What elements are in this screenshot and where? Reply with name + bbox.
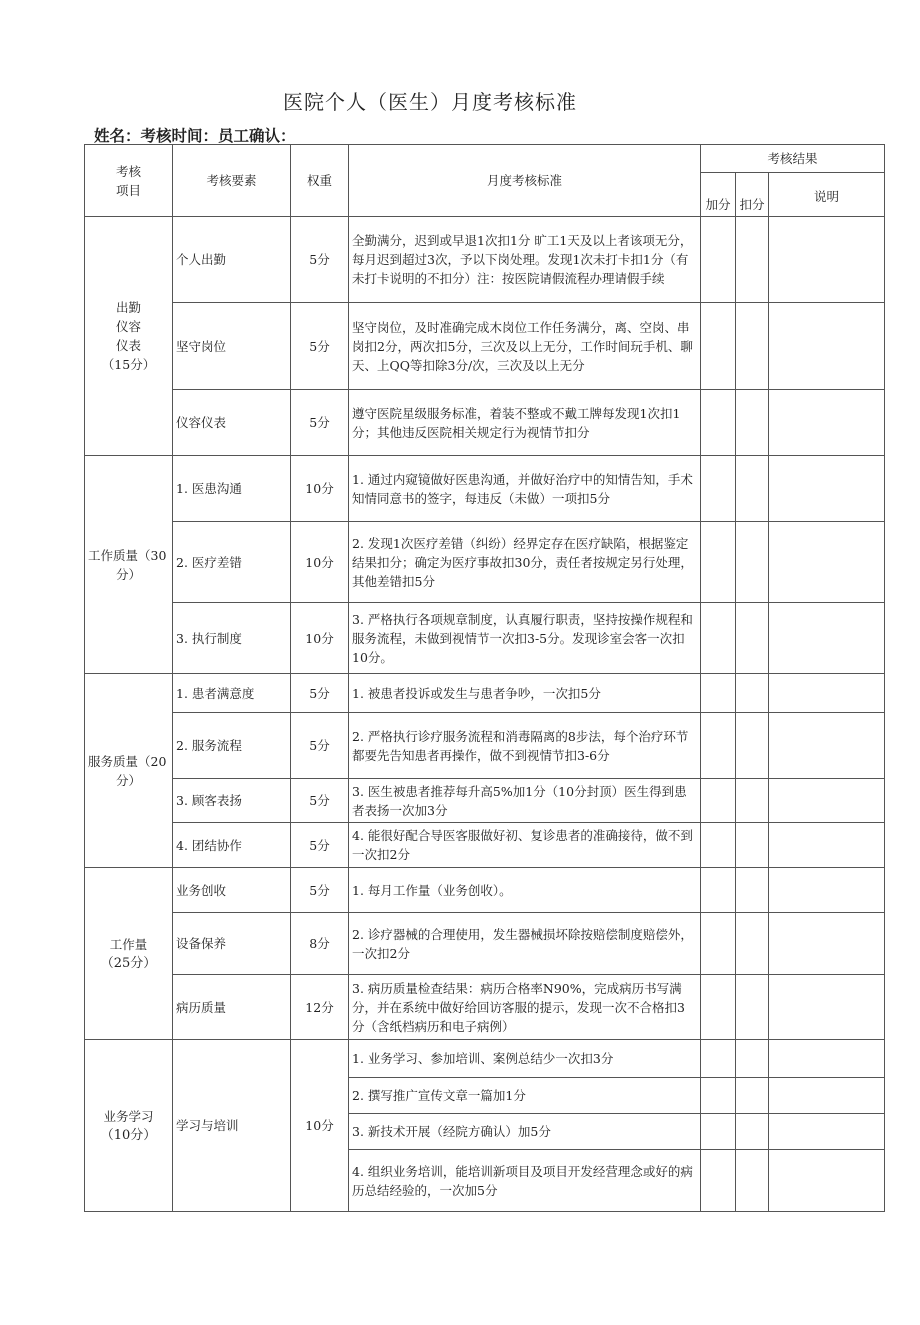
header-element: 考核要素 (173, 145, 291, 217)
plus-cell[interactable] (701, 1040, 736, 1078)
element-cell: 学习与培训 (173, 1040, 291, 1212)
table-row (85, 674, 885, 713)
minus-cell[interactable] (736, 217, 769, 303)
minus-cell[interactable] (736, 1078, 769, 1114)
element-cell: 坚守岗位 (173, 303, 291, 390)
table-row (85, 779, 885, 823)
table-row (85, 217, 885, 303)
weight-cell: 10分 (291, 456, 349, 522)
standard-cell: 3. 严格执行各项规章制度，认真履行职责，坚持按操作规程和服务流程，未做到视情节一次扣3-5分。发现诊室会客一次扣10分。 (349, 603, 701, 674)
minus-cell[interactable] (736, 456, 769, 522)
standard-cell: 遵守医院星级服务标准，着装不整或不戴工牌每发现1次扣1分；其他违反医院相关规定行为视情节扣分 (349, 390, 701, 456)
table-row (85, 303, 885, 390)
plus-cell[interactable] (701, 713, 736, 779)
note-cell[interactable] (769, 1078, 885, 1114)
minus-cell[interactable] (736, 303, 769, 390)
weight-cell: 10分 (291, 522, 349, 603)
weight-cell: 8分 (291, 913, 349, 975)
note-cell[interactable] (769, 975, 885, 1040)
plus-cell[interactable] (701, 1150, 736, 1212)
plus-cell[interactable] (701, 390, 736, 456)
note-cell[interactable] (769, 674, 885, 713)
standard-cell: 1. 每月工作量（业务创收）。 (349, 868, 701, 913)
minus-cell[interactable] (736, 1040, 769, 1078)
minus-cell[interactable] (736, 603, 769, 674)
table-row (85, 713, 885, 779)
standard-cell: 2. 诊疗器械的合理使用，发生器械损坏除按赔偿制度赔偿外，一次扣2分 (349, 913, 701, 975)
category-work-quality: 工作质量（30 分） (85, 456, 173, 674)
category-attendance: 出勤 仪容 仪表 （15分） (85, 217, 173, 456)
note-cell[interactable] (769, 1150, 885, 1212)
table-row (85, 603, 885, 674)
element-cell: 仪容仪表 (173, 390, 291, 456)
note-cell[interactable] (769, 603, 885, 674)
weight-cell: 5分 (291, 823, 349, 868)
plus-cell[interactable] (701, 456, 736, 522)
standard-cell: 2. 撰写推广宣传文章一篇加1分 (349, 1078, 701, 1114)
info-line: 姓名：考核时间：员工确认： (94, 127, 296, 145)
element-cell: 个人出勤 (173, 217, 291, 303)
minus-cell[interactable] (736, 913, 769, 975)
element-cell: 1. 医患沟通 (173, 456, 291, 522)
minus-cell[interactable] (736, 713, 769, 779)
note-cell[interactable] (769, 390, 885, 456)
note-cell[interactable] (769, 1114, 885, 1150)
weight-cell: 12分 (291, 975, 349, 1040)
minus-cell[interactable] (736, 1150, 769, 1212)
minus-cell[interactable] (736, 779, 769, 823)
plus-cell[interactable] (701, 674, 736, 713)
plus-cell[interactable] (701, 779, 736, 823)
plus-cell[interactable] (701, 823, 736, 868)
minus-cell[interactable] (736, 868, 769, 913)
header-weight: 权重 (291, 145, 349, 217)
element-cell: 1. 患者满意度 (173, 674, 291, 713)
table-row (85, 390, 885, 456)
header-row-1 (85, 145, 885, 173)
note-cell[interactable] (769, 217, 885, 303)
assessment-table (84, 144, 885, 1212)
header-item: 考核 项目 (85, 145, 173, 217)
minus-cell[interactable] (736, 1114, 769, 1150)
element-cell: 2. 服务流程 (173, 713, 291, 779)
header-minus: 扣分 (736, 173, 769, 217)
standard-cell: 全勤满分，迟到或早退1次扣1分 旷工1天及以上者该项无分，每月迟到超过3次，予以下岗处理。发现1次未打卡扣1分（有未打卡说明的不扣分）注：按医院请假流程办理请假手续 (349, 217, 701, 303)
standard-cell: 3. 新技术开展（经院方确认）加5分 (349, 1114, 701, 1150)
minus-cell[interactable] (736, 390, 769, 456)
standard-cell: 3. 病历质量检查结果：病历合格率N90%，完成病历书写满分，并在系统中做好给回访客服的提示，发现一次不合格扣3分（含纸档病历和电子病例） (349, 975, 701, 1040)
standard-cell: 1. 业务学习、参加培训、案例总结少一次扣3分 (349, 1040, 701, 1078)
element-cell: 3. 执行制度 (173, 603, 291, 674)
table-row (85, 868, 885, 913)
element-cell: 业务创收 (173, 868, 291, 913)
element-cell: 2. 医疗差错 (173, 522, 291, 603)
standard-cell: 2. 发现1次医疗差错（纠纷）经界定存在医疗缺陷，根据鉴定结果扣分；确定为医疗事故扣30分，责任者按规定另行处理，其他差错扣5分 (349, 522, 701, 603)
plus-cell[interactable] (701, 303, 736, 390)
header-note: 说明 (769, 173, 885, 217)
plus-cell[interactable] (701, 217, 736, 303)
note-cell[interactable] (769, 1040, 885, 1078)
standard-cell: 1. 被患者投诉或发生与患者争吵，一次扣5分 (349, 674, 701, 713)
plus-cell[interactable] (701, 522, 736, 603)
weight-cell: 5分 (291, 217, 349, 303)
note-cell[interactable] (769, 456, 885, 522)
weight-cell: 10分 (291, 603, 349, 674)
weight-cell: 5分 (291, 390, 349, 456)
table-row (85, 1040, 885, 1078)
note-cell[interactable] (769, 868, 885, 913)
minus-cell[interactable] (736, 522, 769, 603)
weight-cell: 5分 (291, 868, 349, 913)
category-workload: 工作量 （25分） (85, 868, 173, 1040)
note-cell[interactable] (769, 303, 885, 390)
note-cell[interactable] (769, 713, 885, 779)
note-cell[interactable] (769, 779, 885, 823)
header-standard: 月度考核标准 (349, 145, 701, 217)
standard-cell: 3. 医生被患者推荐每升高5%加1分（10分封顶）医生得到患者表扬一次加3分 (349, 779, 701, 823)
table-row (85, 823, 885, 868)
table-row (85, 456, 885, 522)
standard-cell: 2. 严格执行诊疗服务流程和消毒隔离的8步法，每个治疗环节都要先告知患者再操作，做不到视情节扣3-6分 (349, 713, 701, 779)
element-cell: 4. 团结协作 (173, 823, 291, 868)
note-cell[interactable] (769, 522, 885, 603)
minus-cell[interactable] (736, 823, 769, 868)
standard-cell: 坚守岗位，及时准确完成木岗位工作任务满分，离、空岗、串岗扣2分，两次扣5分，三次及以上无分，工作时间玩手机、聊天、上QQ等扣除3分/次，三次及以上无分 (349, 303, 701, 390)
category-study: 业务学习 （10分） (85, 1040, 173, 1212)
weight-cell: 5分 (291, 303, 349, 390)
element-cell: 设备保养 (173, 913, 291, 975)
minus-cell[interactable] (736, 674, 769, 713)
standard-cell: 4. 能很好配合导医客服做好初、复诊患者的准确接待，做不到一次扣2分 (349, 823, 701, 868)
category-service-quality: 服务质量（20 分） (85, 674, 173, 868)
page-title: 医院个人（医生）月度考核标准 (283, 90, 577, 114)
header-result: 考核结果 (701, 145, 885, 173)
plus-cell[interactable] (701, 975, 736, 1040)
element-cell: 3. 顾客表扬 (173, 779, 291, 823)
weight-cell: 5分 (291, 779, 349, 823)
plus-cell[interactable] (701, 1078, 736, 1114)
plus-cell[interactable] (701, 913, 736, 975)
minus-cell[interactable] (736, 975, 769, 1040)
standard-cell: 4. 组织业务培训，能培训新项目及项目开发经营理念或好的病历总结经验的，一次加5分 (349, 1150, 701, 1212)
table-row (85, 913, 885, 975)
plus-cell[interactable] (701, 603, 736, 674)
weight-cell: 5分 (291, 713, 349, 779)
table-row (85, 975, 885, 1040)
plus-cell[interactable] (701, 868, 736, 913)
weight-cell: 5分 (291, 674, 349, 713)
note-cell[interactable] (769, 913, 885, 975)
element-cell: 病历质量 (173, 975, 291, 1040)
table-row (85, 522, 885, 603)
weight-cell: 10分 (291, 1040, 349, 1212)
plus-cell[interactable] (701, 1114, 736, 1150)
header-plus: 加分 (701, 173, 736, 217)
note-cell[interactable] (769, 823, 885, 868)
standard-cell: 1. 通过内窥镜做好医患沟通，并做好治疗中的知情告知，手术知情同意书的签字，每违反（未做）一项扣5分 (349, 456, 701, 522)
